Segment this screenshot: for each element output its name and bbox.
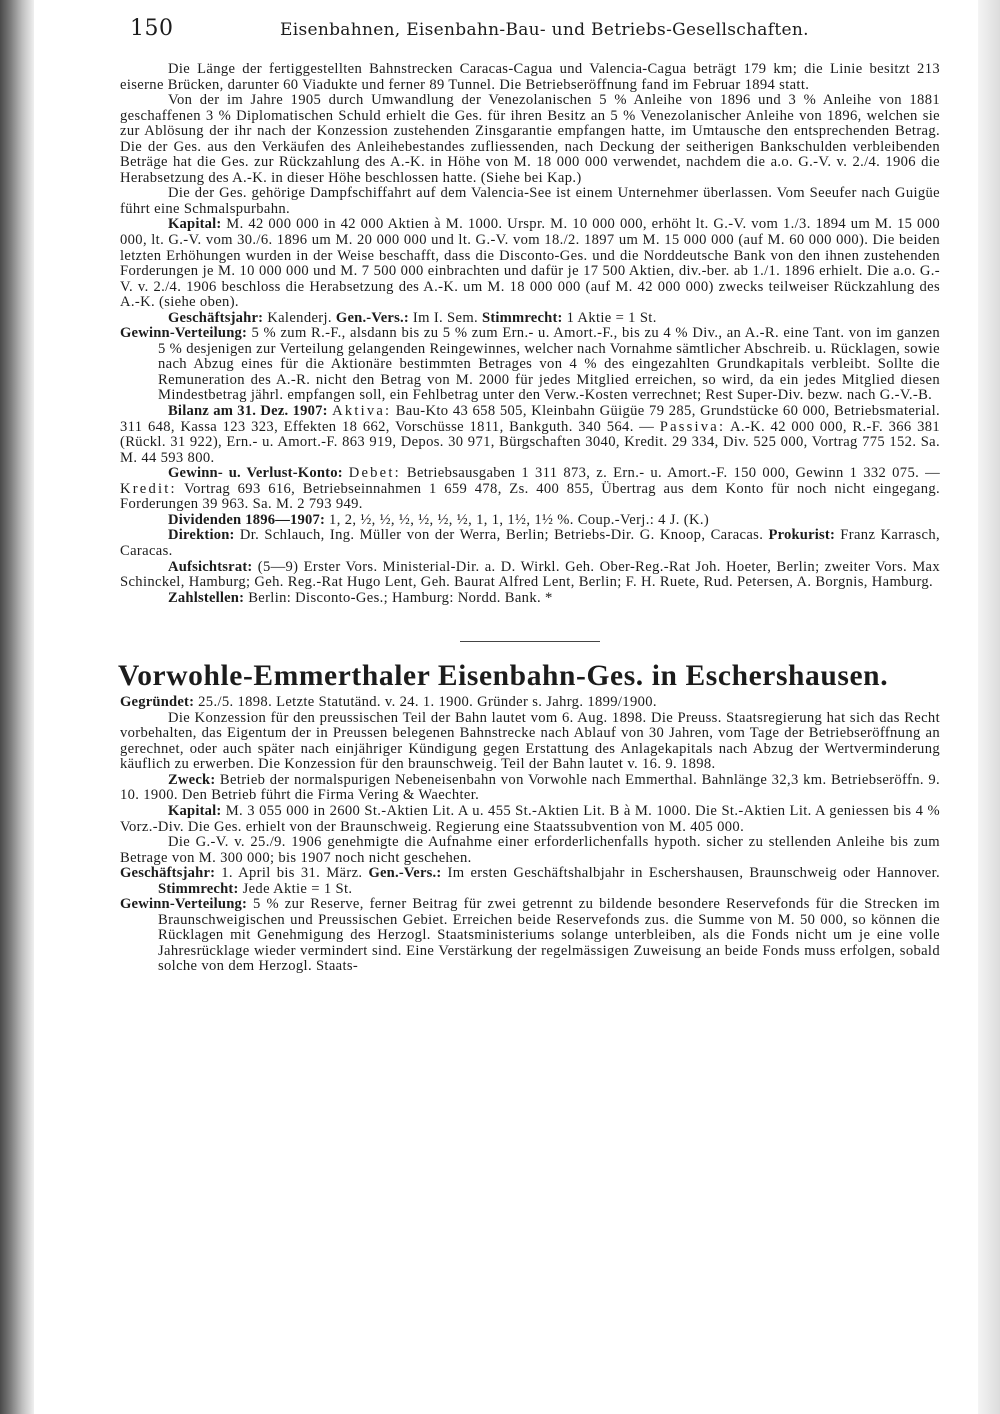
label-gen-vers-2: Gen.-Vers.: <box>368 865 442 882</box>
running-title: Eisenbahnen, Eisenbahn-Bau- und Betriebs-Gesellschaften. <box>280 20 809 40</box>
entry-kapital <box>120 217 940 310</box>
entry-gewinn-verteilung <box>120 326 940 404</box>
label-stimmrecht: Stimmrecht: <box>482 309 563 326</box>
text-coupon: Coup.-Verj.: 4 J. (K.) <box>577 511 710 528</box>
page-body <box>120 62 940 975</box>
text-geschaeftsjahr-2: 1. April bis 31. März. <box>221 865 363 882</box>
paragraph-anleihe: Die G.-V. v. 25./9. 1906 genehmigte die Aufnahme einer erforderlichenfalls hypoth. sicher zu stellenden Anleihe bis zum Betrage von M. 300 000; bis 1907 noch nicht geschehen. <box>120 834 940 866</box>
paragraph-route-length: Die Länge der fertiggestellten Bahnstrecken Caracas-Cagua und Valencia-Cagua beträgt 179 km; die Linie besitzt 213 eiserne Brücken, darunter 60 Viadukte und ferner 89 Tunnel. Die Betriebseröffnung fand im Februar 1894 statt. <box>120 61 940 93</box>
company-title: Vorwohle-Emmerthaler Eisenbahn-Ges. in Eschershausen. <box>118 660 889 693</box>
label-gewinn-verteilung-2: Gewinn-Verteilung: <box>120 896 248 913</box>
text-geschaeftsjahr: Kalenderj. <box>267 309 332 326</box>
text-gen-vers-2: Im ersten Geschäftshalbjahr in Eschershausen, Braunschweig oder Hannover. <box>447 865 941 882</box>
text-gewinn-verteilung: 5 % zum R.-F., alsdann bis zu 5 % zum Ern.- u. Amort.-F., bis zu 4 % Div., an A.-R. eine Tant. von im ganzen 5 % desjenigen zur Verteilung gelangenden Reingewinnes, welcher nach Vornahme sämtlicher Abschreib. u. Rücklagen, sowie nach Abzug eines für die Aktionäre bestimmten Betrages von 4 % des eingezahlten Grundkapitals verbleibt. Sollte die Remuneration des A.-R. nicht den Betrag von M. 2000 für jedes Mitglied erreichen, so wird, da ein jedes Mitglied diesen Mindestbetrag jährl. empfangen soll, ein Fehlbetrag unter den Verw.-Kosten verrechnet; Rest Super-Div. bezw. nach G.-V.-B. <box>158 325 940 404</box>
label-geschaeftsjahr: Geschäftsjahr: <box>168 309 264 326</box>
text-gen-vers: Im I. Sem. <box>412 309 479 326</box>
label-debet: Debet: <box>348 465 401 482</box>
paragraph-konzession: Die Konzession für den preussischen Teil der Bahn lautet vom 6. Aug. 1898. Die Preuss. Staatsregierung hat sich das Recht vorbehalten, das Eigentum der in Preussen belegenen Bahnstrecke nach Ablauf von 30 Jahren, vom Tage der Betriebseröffnung an gerechnet, oder auch später nach einjähriger Kündigung gegen Erstattung des Anlagekapitals nach Abzug der Wertverminderung käuflich zu erwerben. Die Konzession für den braunschweig. Teil der Bahn lautet v. 16. 9. 1898. <box>120 709 940 773</box>
label-kapital: Kapital: <box>168 216 222 233</box>
entry-dividenden <box>120 513 940 529</box>
text-aufsichtsrat: (5—9) Erster Vors. Ministerial-Dir. a. D. Wirkl. Geh. Ober-Reg.-Rat Joh. Hoeter, Berlin; zweiter Vors. Max Schinckel, Hamburg; Geh. Reg.-Rat Hugo Lent, Geh. Baurat Alfred Lent, Berlin; F. H. Ruete, Rud. Petersen, A. Borgnis, Hamburg. <box>120 558 941 591</box>
page-number: 150 <box>130 16 174 41</box>
label-gen-vers: Gen.-Vers.: <box>335 309 409 326</box>
text-direktion: Dr. Schlauch, Ing. Müller von der Werra, Berlin; Betriebs-Dir. G. Knoop, Caracas. <box>239 527 764 544</box>
entry-gewinn-verteilung-2 <box>120 897 940 975</box>
text-gewinn-verteilung-2: 5 % zur Reserve, ferner Beitrag für zwei getrennt zu bildende besondere Reservefonds für die Strecken im Braunschweigischen und Preussischen Gebiet. Erreichen beide Reservefonds zus. die Summe von M. 50 000, so können die Rücklagen mit Genehmigung des Herzogl. Staatsministeriums solange unterbleiben, als die Fonds nicht um je eine volle Jahresrücklage wieder vermindert sind. Eine Verstärkung der regelmässigen Zuweisung an beide Fonds muss erfolgen, sobald solche von dem Herzogl. Staats- <box>158 896 940 975</box>
label-zweck: Zweck: <box>168 771 216 788</box>
text-stimmrecht-2: Jede Aktie = 1 St. <box>242 880 353 897</box>
text-passiva: A.-K. 42 000 000, R.-F. 366 381 (Rückl. 31 922), Ern.- u. Amort.-F. 863 919, Depos. 30 971, Bürgschaften 3040, Kredit. 29 334, Div. 525 000, Vortrag 775 152. Sa. M. 44 593 800. <box>120 418 941 466</box>
text-gegruendet: 25./5. 1898. Letzte Statutänd. v. 24. 1. 1900. Gründer s. Jahrg. 1899/1900. <box>198 694 657 711</box>
label-stimmrecht-2: Stimmrecht: <box>158 880 239 897</box>
text-zweck: Betrieb der normalspurigen Nebeneisenbahn von Vorwohle nach Emmerthal. Bahnlänge 32,3 km. Betriebseröffn. 9. 10. 1900. Den Betrieb führt die Firma Vering & Waechter. <box>120 771 940 804</box>
label-gegruendet: Gegründet: <box>120 694 195 711</box>
entry-geschaeftsjahr-2 <box>120 866 940 897</box>
entry-direktion <box>120 528 940 559</box>
section-divider <box>460 641 600 642</box>
text-stimmrecht: 1 Aktie = 1 St. <box>566 309 657 326</box>
label-direktion: Direktion: <box>168 527 235 544</box>
label-bilanz: Bilanz am 31. Dez. 1907: <box>168 403 328 420</box>
text-debet: Betriebsausgaben 1 311 873, z. Ern.- u. Amort.-F. 150 000, Gewinn 1 332 075. — <box>406 465 941 482</box>
entry-gegruendet <box>120 695 940 711</box>
label-aufsichtsrat: Aufsichtsrat: <box>168 558 253 575</box>
label-gewinn-verlust: Gewinn- u. Verlust-Konto: <box>168 465 343 482</box>
paragraph-diplomatic-debt: Von der im Jahre 1905 durch Umwandlung der Venezolanischen 5 % Anleihe von 1896 und 3 % Anleihe von 1881 geschaffenen 3 % Diplomatischen Schuld erhielt die Ges. für ihren Besitz an 5 % Venezolanischer Anleihe von 1896, welchen sie zur Ablösung der ihr nach der Konzession zustehenden Zinsgarantie empfangen hatte, im Umtausche den entsprechenden Betrag. Die der Ges. aus den Verkäufen des Anleihebestandes zufliessenden, nach Deckung der seitherigen Bankschulden verbleibenden Beträge hat die Ges. zur Rückzahlung des A.-K. in Höhe von M. 18 000 000 verwendet, nachdem die a.o. G.-V. v. 2./4. 1906 die Herabsetzung des A.-K. in dieser Höhe beschlossen hatte. (Siehe bei Kap.) <box>120 92 940 186</box>
entry-zweck <box>120 773 940 804</box>
entry-zahlstellen <box>120 591 940 607</box>
text-kapital-2: M. 3 055 000 in 2600 St.-Aktien Lit. A u. 455 St.-Aktien Lit. B à M. 1000. Die St.-Aktien Lit. A geniessen bis 4 % Vorz.-Div. Die Ges. erhielt von der Braunschweig. Regierung eine Staatssubvention von M. 405 000. <box>120 802 940 835</box>
page-header <box>130 16 950 46</box>
page-binding-shadow <box>0 0 34 1414</box>
label-gewinn-verteilung: Gewinn-Verteilung: <box>120 325 248 342</box>
text-zahlstellen: Berlin: Disconto-Ges.; Hamburg: Nordd. Bank. * <box>248 589 553 606</box>
text-kredit: Vortrag 693 616, Betriebseinnahmen 1 659 478, Zs. 400 855, Übertrag aus dem Konto für noch nicht eingegang. Forderungen 39 963. Sa. M. 2 793 949. <box>120 480 940 513</box>
label-aktiva: Aktiva: <box>332 403 392 420</box>
section-vorwohle-emmerthal <box>120 658 940 975</box>
entry-geschaeftsjahr <box>120 311 940 327</box>
text-kapital: M. 42 000 000 in 42 000 Aktien à M. 1000. Urspr. M. 10 000 000, erhöht lt. G.-V. vom 1./3. 1894 um M. 15 000 000, lt. G.-V. vom 30./6. 1896 um M. 20 000 000 und lt. G.-V. vom 18./2. 1897 um M. 15 000 000 (auf M. 60 000 000). Die beiden letzten Erhöhungen wurden in der Weise beschafft, dass die Disconto-Ges. und die Norddeutsche Bank von den ihnen zustehenden Forderungen je M. 10 000 000 und M. 7 500 000 einbrachten und dafür je 17 500 Aktien, div.-ber. ab 1./1. 1896 erhielt. Die a.o. G.-V. v. 2./4. 1906 beschloss die Herabsetzung des A.-K. um M. 18 000 000 (auf M. 42 000 000) zwecks teilweiser Rückzahlung des A.-K. (siehe oben). <box>120 216 940 311</box>
label-kapital-2: Kapital: <box>168 802 222 819</box>
section-caracas-valencia <box>120 62 940 606</box>
entry-aufsichtsrat <box>120 560 940 591</box>
text-prokurist: Franz Karrasch, Caracas. <box>120 527 940 559</box>
text-aktiva: Bau-Kto 43 658 505, Kleinbahn Güigüe 79 285, Grundstücke 60 000, Betriebsmaterial. 311 648, Kassa 123 323, Effekten 18 662, Vorschüsse 1811, Bankguth. 340 564. — <box>120 403 941 435</box>
paragraph-steamship: Die der Ges. gehörige Dampfschiffahrt auf dem Valencia-See ist einem Unternehmer überlassen. Vom Seeufer nach Guigüe führt eine Schmalspurbahn. <box>120 185 940 217</box>
text-dividenden: 1, 2, ½, ½, ½, ½, ½, ½, 1, 1, 1½, 1½ %. <box>329 511 574 528</box>
label-prokurist: Prokurist: <box>768 527 836 544</box>
label-geschaeftsjahr-2: Geschäftsjahr: <box>120 865 216 882</box>
label-dividenden: Dividenden 1896—1907: <box>168 511 326 528</box>
entry-bilanz <box>120 404 940 466</box>
label-passiva: Passiva: <box>659 418 726 435</box>
label-kredit: Kredit: <box>120 480 177 497</box>
entry-gewinn-verlust <box>120 466 940 513</box>
entry-kapital-2 <box>120 804 940 835</box>
page-edge <box>978 0 1000 1414</box>
label-zahlstellen: Zahlstellen: <box>168 589 245 606</box>
